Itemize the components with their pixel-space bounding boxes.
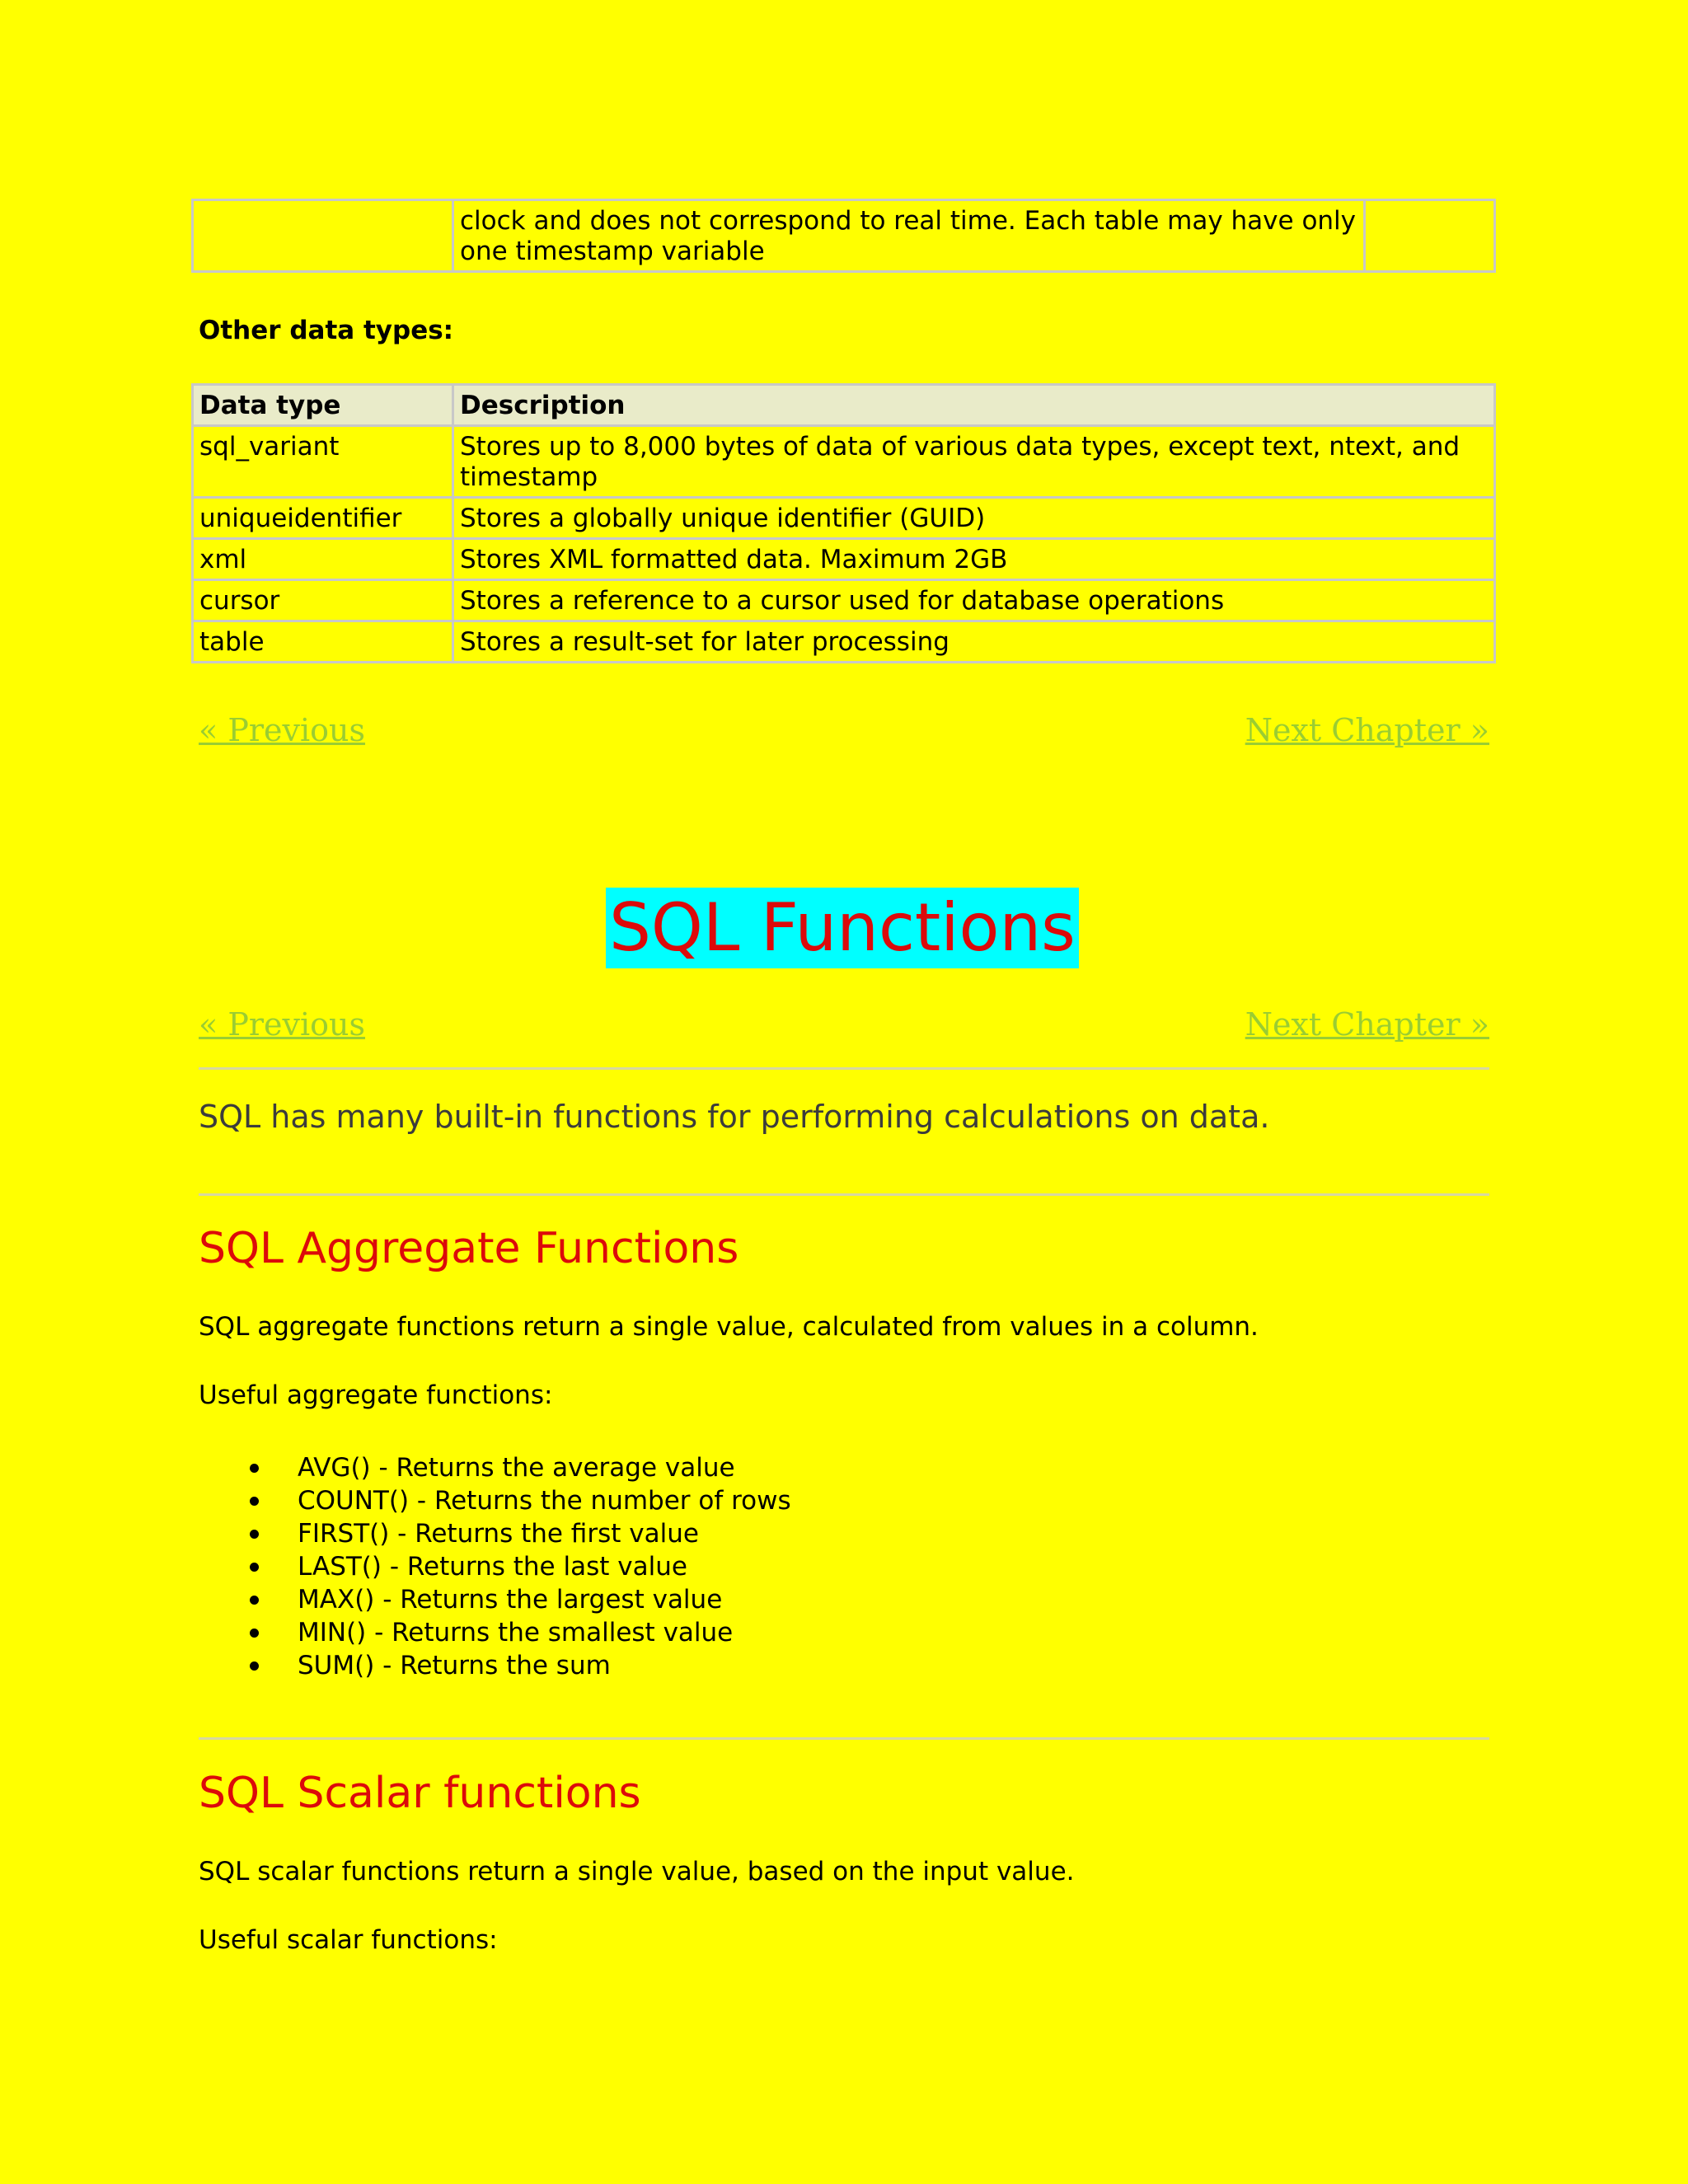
scalar-heading: SQL Scalar functions <box>199 1769 641 1818</box>
divider <box>199 1737 1489 1740</box>
continued-data-types-table <box>191 199 1496 273</box>
table-cell <box>193 200 453 272</box>
table-cell: clock and does not correspond to real time. Each table may have only one timestamp variable <box>453 200 1365 272</box>
aggregate-description: SQL aggregate functions return a single value, calculated from values in a column. <box>199 1312 1259 1342</box>
previous-link[interactable]: « Previous <box>199 1006 366 1043</box>
table-cell: table <box>193 621 453 663</box>
aggregate-function-list <box>191 1451 791 1682</box>
list-item: LAST() - Returns the last value <box>191 1550 791 1583</box>
divider <box>199 1067 1489 1070</box>
table-cell: sql_variant <box>193 426 453 498</box>
list-item: SUM() - Returns the sum <box>191 1649 791 1682</box>
divider <box>199 1193 1489 1196</box>
scalar-description: SQL scalar functions return a single value, based on the input value. <box>199 1857 1075 1886</box>
page-title: SQL Functions <box>606 888 1079 968</box>
list-item: MAX() - Returns the largest value <box>191 1583 791 1616</box>
next-chapter-link[interactable]: Next Chapter » <box>1245 1006 1489 1043</box>
scalar-useful-label: Useful scalar functions: <box>199 1925 498 1955</box>
other-data-types-title: Other data types: <box>199 316 454 345</box>
page-title-wrapper <box>191 888 1493 968</box>
list-item: AVG() - Returns the average value <box>191 1451 791 1484</box>
column-header: Description <box>453 385 1495 426</box>
table-cell: xml <box>193 539 453 580</box>
other-data-types-table <box>191 383 1496 663</box>
list-item: COUNT() - Returns the number of rows <box>191 1484 791 1517</box>
table-cell: Stores a result-set for later processing <box>453 621 1495 663</box>
table-row <box>193 200 1495 272</box>
table-header-row <box>193 385 1495 426</box>
table-cell: Stores up to 8,000 bytes of data of various data types, except text, ntext, and timestamp <box>453 426 1495 498</box>
table-cell: uniqueidentifier <box>193 498 453 539</box>
aggregate-heading: SQL Aggregate Functions <box>199 1224 739 1273</box>
table-cell: Stores a globally unique identifier (GUID) <box>453 498 1495 539</box>
document-page <box>191 0 1493 2184</box>
table-row <box>193 498 1495 539</box>
aggregate-useful-label: Useful aggregate functions: <box>199 1380 553 1410</box>
chapter-nav <box>199 1006 1489 1047</box>
list-item: FIRST() - Returns the first value <box>191 1517 791 1550</box>
table-row <box>193 426 1495 498</box>
table-row <box>193 539 1495 580</box>
table-row <box>193 621 1495 663</box>
list-item: MIN() - Returns the smallest value <box>191 1616 791 1649</box>
table-cell <box>1365 200 1495 272</box>
chapter-nav-top <box>199 712 1489 753</box>
column-header: Data type <box>193 385 453 426</box>
table-cell: Stores a reference to a cursor used for database operations <box>453 580 1495 621</box>
next-chapter-link[interactable]: Next Chapter » <box>1245 712 1489 748</box>
intro-text: SQL has many built-in functions for performing calculations on data. <box>199 1099 1270 1135</box>
previous-link[interactable]: « Previous <box>199 712 366 748</box>
table-cell: Stores XML formatted data. Maximum 2GB <box>453 539 1495 580</box>
table-cell: cursor <box>193 580 453 621</box>
table-row <box>193 580 1495 621</box>
